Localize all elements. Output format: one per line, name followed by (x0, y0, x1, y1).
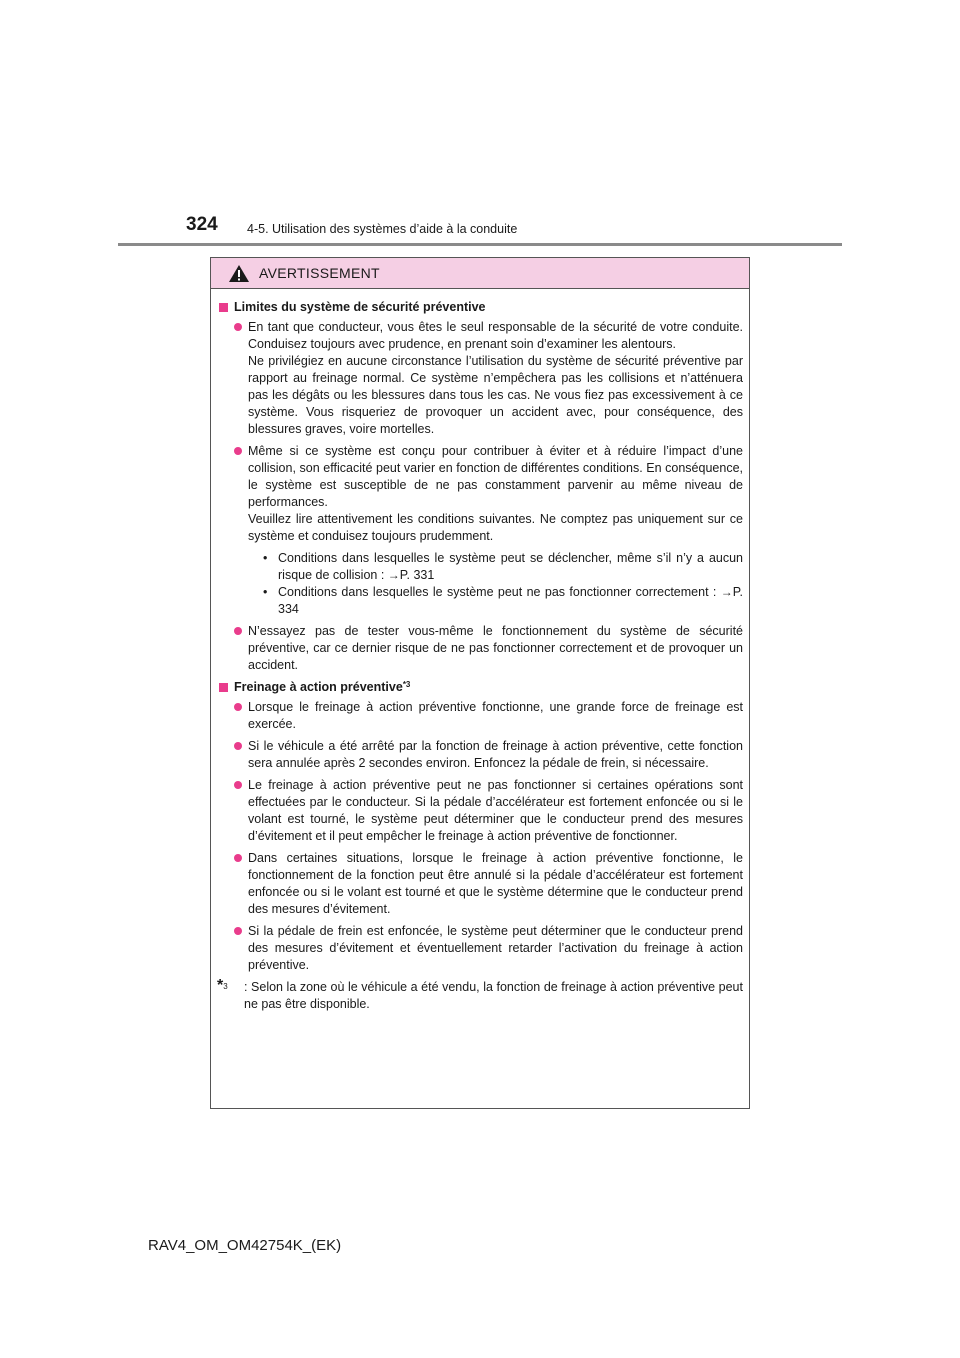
paragraph: Dans certaines situations, lorsque le freinage à action préventive fonctionne, le fonctionnement de la fonction peut être annulé si la pédale d’accélérateur est fortement enfoncée ou si le volant est tourné et que le système détermine que le conducteur prend des mesures d’évitement. (248, 851, 743, 916)
paragraph: Lorsque le freinage à action préventive fonctionne, une grande force de freinage est exercée. (248, 700, 743, 731)
list-item (234, 319, 743, 438)
section-heading-text: Limites du système de sécurité préventive (234, 300, 486, 314)
document-id: RAV4_OM_OM42754K_(EK) (148, 1237, 342, 1254)
paragraph: Le freinage à action préventive peut ne pas fonctionner si certaines opérations sont effectuées par le conducteur. Si la pédale d’accélérateur est fortement enfoncée ou si le volant est tourné, le système peut déterminer que le conducteur prend des mesures d’évitement et il peut empêcher le freinage à action préventive de fonctionner. (248, 778, 743, 843)
dot-bullet-icon (234, 627, 242, 635)
list-item (234, 738, 743, 772)
header-divider (118, 243, 842, 246)
dot-bullet-icon (234, 447, 242, 455)
dot-bullet-icon (234, 854, 242, 862)
page-reference: P. 334 (278, 585, 743, 616)
dot-bullet-icon (234, 927, 242, 935)
dot-bullet-icon (234, 781, 242, 789)
arrow-right-icon: → (387, 568, 400, 582)
dot-bullet-icon (234, 742, 242, 750)
section-heading-text: Freinage à action préventive (234, 680, 403, 694)
list-item (234, 443, 743, 618)
footnote-text: : Selon la zone où le véhicule a été vendu, la fonction de freinage à action préventive peut ne pas être disponible. (244, 980, 743, 1011)
paragraph: En tant que conducteur, vous êtes le seul responsable de la sécurité de votre conduite. Conduisez toujours avec prudence, en prenant soin d’examiner les alentours. (248, 320, 743, 351)
page-reference: P. 331 (399, 568, 435, 582)
small-bullet-icon: • (263, 585, 268, 599)
list-item (234, 777, 743, 845)
paragraph: Même si ce système est conçu pour contribuer à éviter et à réduire l’impact d’une collision, son efficacité peut varier en fonction de différentes conditions. En conséquence, le système est susceptible de ne pas constamment parvenir au même niveau de performances. (248, 444, 743, 509)
list-item (234, 850, 743, 918)
square-bullet-icon (219, 303, 228, 312)
dot-bullet-icon (234, 703, 242, 711)
sub-item-text: Conditions dans lesquelles le système peut ne pas fonctionner correctement : (278, 585, 717, 599)
paragraph: N’essayez pas de tester vous-même le fonctionnement du système de sécurité préventive, car ce dernier risque de ne pas fonctionner correctement et de provoquer un accident. (248, 624, 743, 672)
page-number: 324 (186, 214, 218, 235)
dot-bullet-icon (234, 323, 242, 331)
arrow-right-icon: → (720, 585, 733, 599)
warning-box (210, 257, 750, 1109)
sub-list-item (263, 584, 743, 618)
square-bullet-icon (219, 683, 228, 692)
list-item (234, 623, 743, 674)
warning-title: AVERTISSEMENT (259, 265, 380, 281)
paragraph: Ne privilégiez en aucune circonstance l’utilisation du système de sécurité préventive par rapport au freinage normal. Ce système n’empêchera pas les collisions et n’atténuera pas les dégâts ou les blessures dans tous les cas. Ne vous fiez pas excessivement à ce système. Vous risqueriez de provoquer un accident avec, pour conséquence, des blessures graves, voire mortelles. (248, 354, 743, 436)
sub-list-item (263, 550, 743, 584)
footnote-marker: *$^3$ (217, 977, 228, 994)
sub-item-text: Conditions dans lesquelles le système peut se déclencher, même s’il n’y a aucun risque de collision : (278, 551, 743, 582)
section-heading (217, 679, 743, 696)
list-item (234, 923, 743, 974)
section-heading (217, 299, 743, 316)
list-item (234, 699, 743, 733)
paragraph: Si la pédale de frein est enfoncée, le système peut déterminer que le conducteur prend des mesures d’évitement et éventuellement retarder l’activation du freinage à action préventive. (248, 924, 743, 972)
footnote (217, 979, 743, 1013)
section-title: 4-5. Utilisation des systèmes d’aide à la conduite (247, 222, 518, 236)
small-bullet-icon: • (263, 551, 268, 565)
footnote-reference: *3 (402, 680, 411, 689)
paragraph: Veuillez lire attentivement les conditions suivantes. Ne comptez pas uniquement sur ce système et conduisez toujours prudemment. (248, 512, 743, 543)
warning-header (211, 258, 749, 289)
warning-triangle-icon (228, 264, 250, 283)
paragraph: Si le véhicule a été arrêté par la fonction de freinage à action préventive, cette fonction sera annulée après 2 secondes environ. Enfoncez la pédale de frein, si nécessaire. (248, 739, 743, 770)
warning-content (211, 289, 749, 1013)
sub-list (263, 550, 743, 618)
